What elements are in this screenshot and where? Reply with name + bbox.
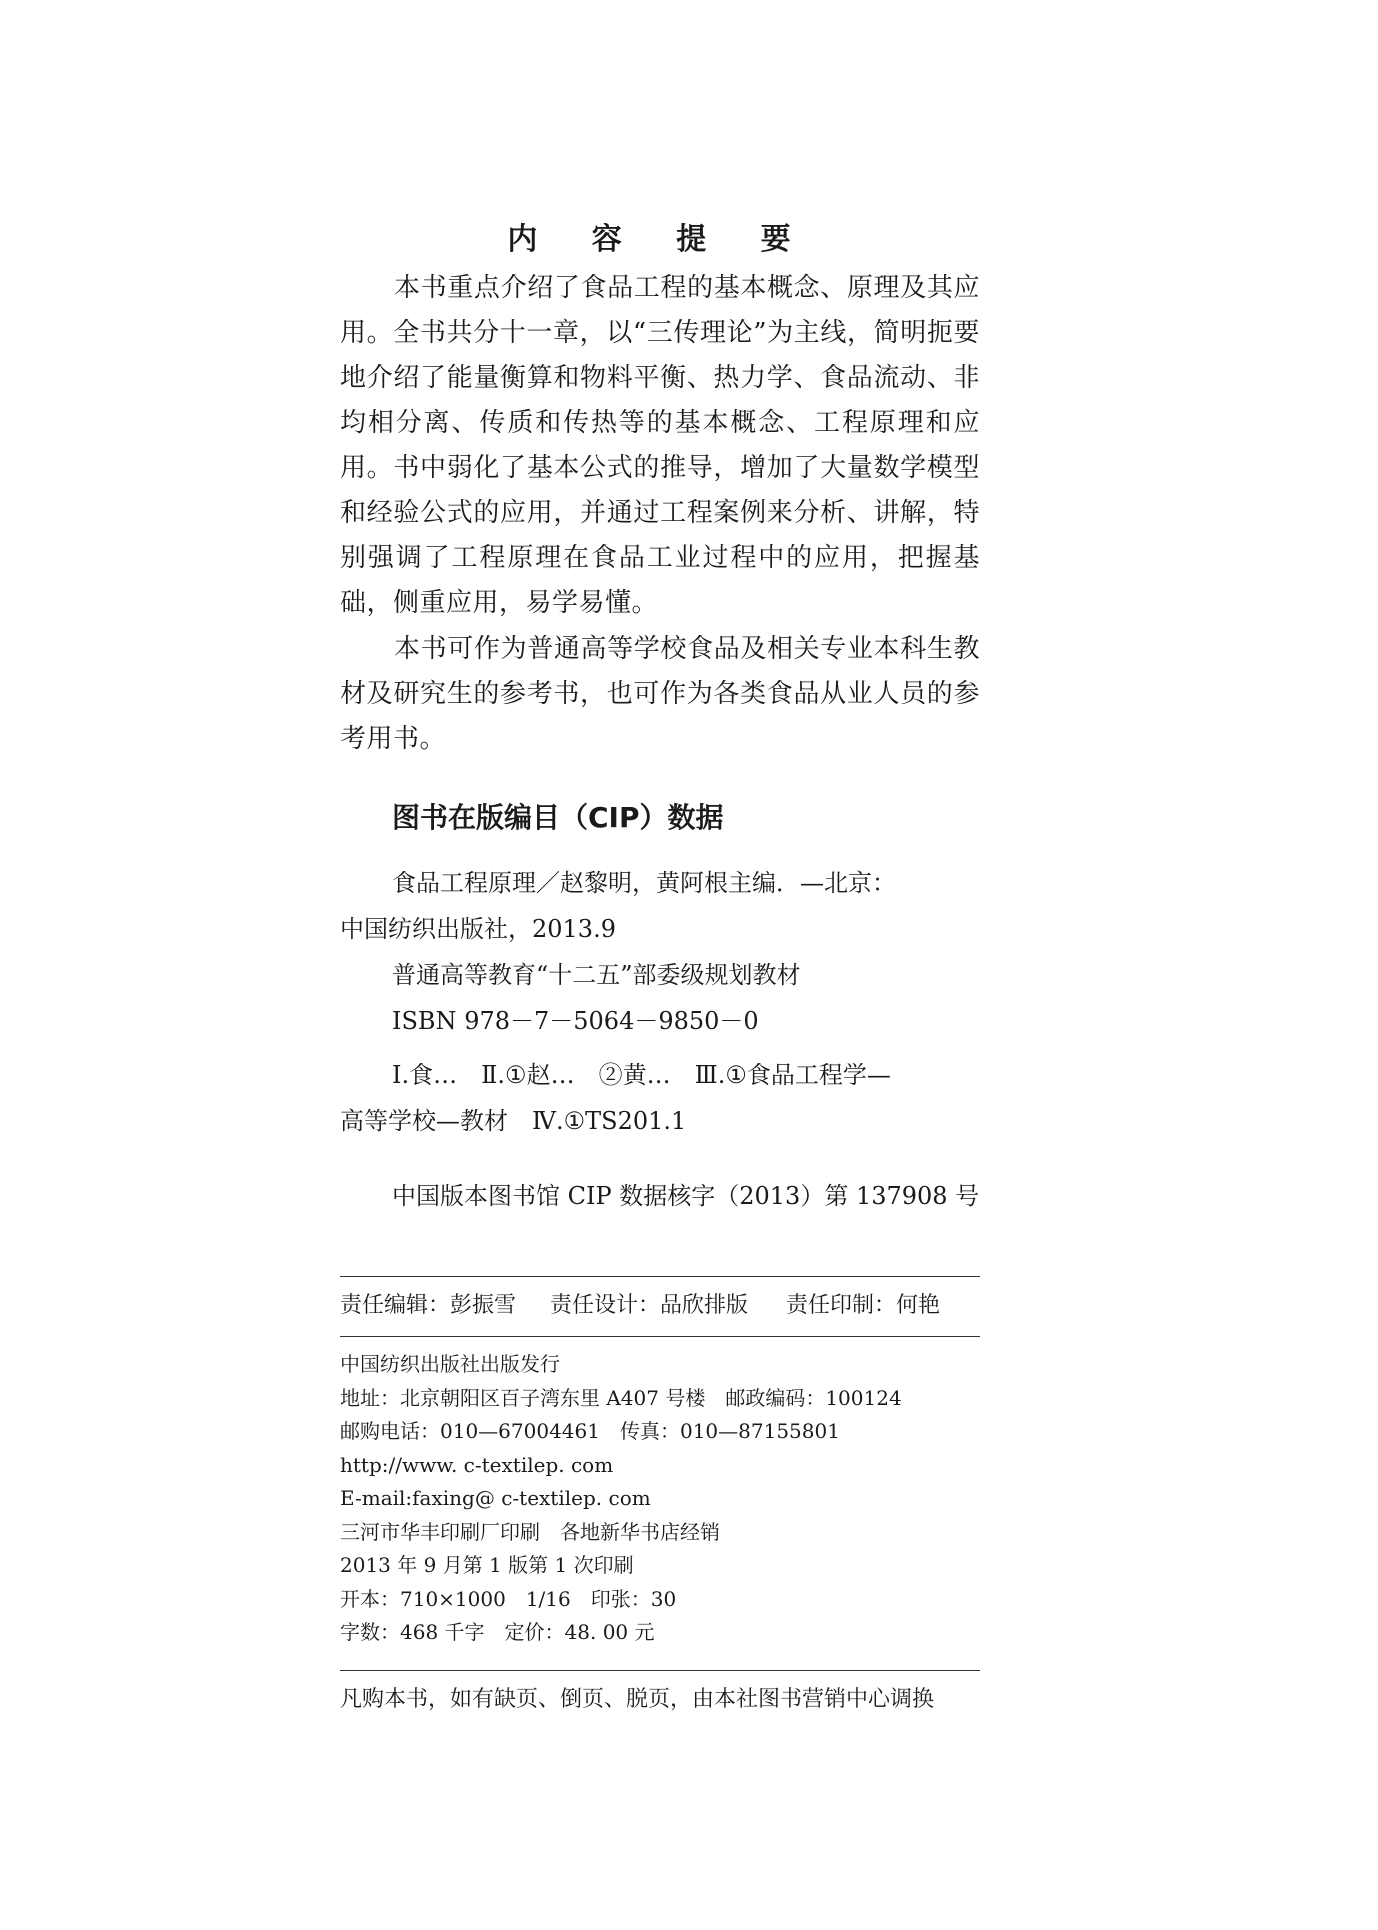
format-info: 开本：710×1000 1/16 印张：30	[340, 1586, 677, 1611]
divider-top	[340, 1276, 980, 1277]
divider-bottom	[340, 1670, 980, 1671]
cip-classification	[340, 1052, 980, 1144]
responsible-printing: 责任印制：何艳	[786, 1293, 941, 1318]
responsible-designer: 责任设计：品欣排版	[550, 1293, 749, 1318]
printer-info: 三河市华丰印刷厂印刷 各地新华书店经销	[340, 1519, 720, 1544]
publication-info	[340, 1348, 980, 1650]
word-count-price: 字数：468 千字 定价：48. 00 元	[340, 1620, 655, 1644]
edition-info: 2013 年 9 月第 1 版第 1 次印刷	[340, 1553, 634, 1577]
abstract-paragraph-1: 本书重点介绍了食品工程的基本概念、原理及其应用。全书共分十一章，以“三传理论”为主线，简明扼要地介绍了能量衡算和物料平衡、热力学、食品流动、非均相分离、传质和传热等的基本概念、工程原理和应用。书中弱化了基本公式的推导，增加了大量数学模型和经验公式的应用，并通过工程案例来分析、讲解，特别强调了工程原理在食品工业过程中的应用，把握基础，侧重应用，易学易懂。	[340, 273, 980, 618]
cip-title: 图书在版编目（CIP）数据	[392, 801, 724, 834]
publisher-website: http://www. c-textilep. com	[340, 1452, 614, 1477]
publisher-phone: 邮购电话：010—67004461 传真：010—87155801	[340, 1419, 840, 1443]
abstract-title: 内 容 提 要	[507, 222, 813, 257]
cip-entry-line-1: 食品工程原理／赵黎明，黄阿根主编．—北京：	[392, 869, 896, 897]
cip-verification-block	[340, 1173, 980, 1219]
cip-isbn: ISBN 978－7－5064－9850－0	[392, 1007, 759, 1035]
publisher-address: 地址：北京朝阳区百子湾东里 A407 号楼 邮政编码：100124	[340, 1385, 902, 1410]
cip-entry	[340, 860, 980, 1044]
responsible-editor: 责任编辑：彭振雪	[340, 1293, 517, 1318]
publisher: 中国纺织出版社出版发行	[340, 1352, 560, 1376]
cip-series: 普通高等教育“十二五”部委级规划教材	[392, 961, 801, 989]
cip-classification-line-1: Ⅰ.食… Ⅱ.①赵… ②黄… Ⅲ.①食品工程学—	[392, 1061, 891, 1089]
responsible-editors	[340, 1289, 980, 1323]
divider-middle	[340, 1336, 980, 1337]
cip-classification-line-2: 高等学校—教材 Ⅳ.①TS201.1	[340, 1107, 687, 1135]
cip-verification: 中国版本图书馆 CIP 数据核字（2013）第 137908 号	[392, 1182, 980, 1210]
exchange-notice: 凡购本书，如有缺页、倒页、脱页，由本社图书营销中心调换	[340, 1687, 935, 1712]
cip-entry-line-2: 中国纺织出版社，2013.9	[340, 915, 616, 943]
publisher-email: E-mail:faxing@ c-textilep. com	[340, 1486, 651, 1510]
abstract-body	[340, 266, 980, 762]
abstract-paragraph-2: 本书可作为普通高等学校食品及相关专业本科生教材及研究生的参考书，也可作为各类食品从业人员的参考用书。	[340, 634, 980, 754]
